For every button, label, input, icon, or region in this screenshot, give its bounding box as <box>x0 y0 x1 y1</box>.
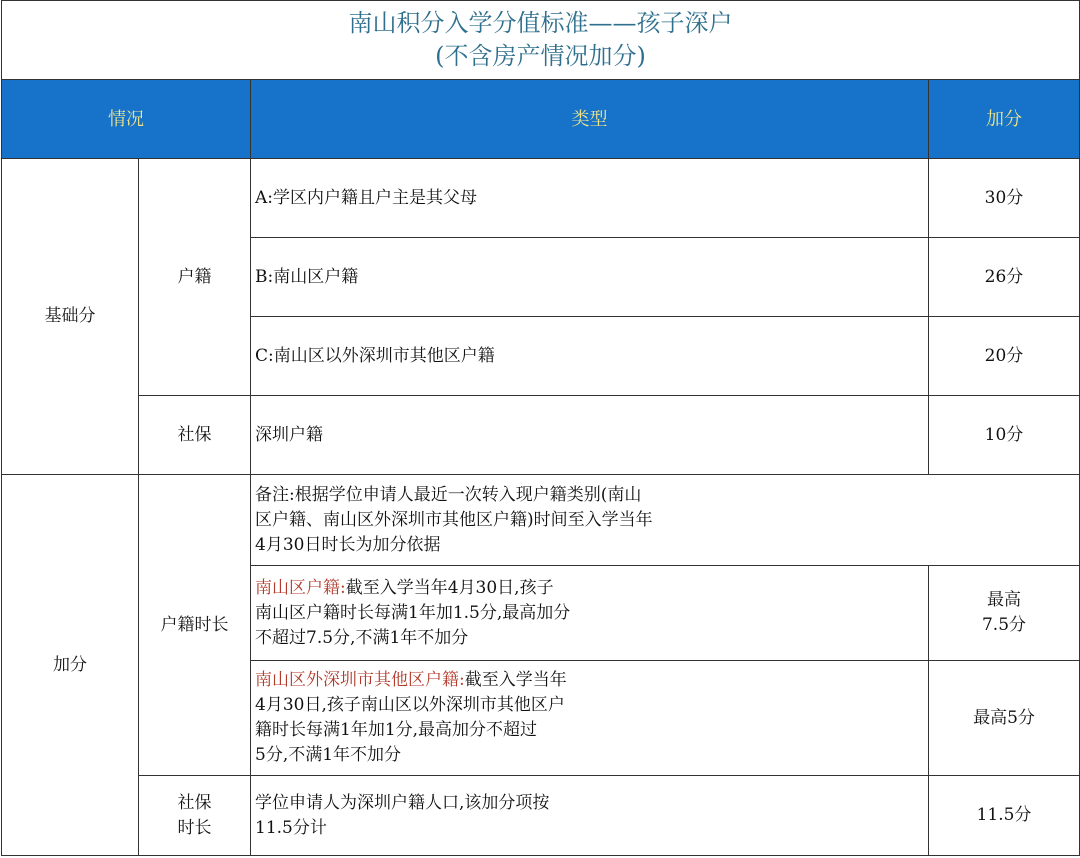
bonus-points-label: 加分 <box>2 475 139 856</box>
social-duration-label-line-1: 社保 <box>177 792 212 813</box>
table-row <box>2 776 1080 856</box>
hukou-duration-note <box>251 475 1080 566</box>
social-duration-line-1: 学位申请人为深圳户籍人口,该加分项按 <box>255 792 550 813</box>
nanshan-rule-prefix: 南山区户籍: <box>255 577 346 598</box>
nanshan-rule-line-2: 南山区户籍时长每满1年加1.5分,最高加分 <box>255 602 571 623</box>
note-line-2: 区户籍、南山区外深圳市其他区户籍)时间至入学当年 <box>255 509 653 530</box>
table-row <box>2 159 1080 238</box>
hukou-points-b: 26分 <box>929 238 1080 317</box>
other-rule-line-2: 4月30日,孩子南山区以外深圳市其他区户 <box>255 695 565 715</box>
social-points: 10分 <box>929 396 1080 475</box>
hukou-type-a: A:学区内户籍且户主是其父母 <box>251 159 929 238</box>
note-line-3: 4月30日时长为加分依据 <box>255 534 441 555</box>
note-line-1: 备注:根据学位申请人最近一次转入现户籍类别(南山 <box>255 484 642 505</box>
hukou-type-b: B:南山区户籍 <box>251 238 929 317</box>
hukou-label: 户籍 <box>139 159 251 396</box>
social-duration-points: 11.5分 <box>929 776 1080 856</box>
other-rule-line-3: 籍时长每满1年加1分,最高加分不超过 <box>255 720 538 740</box>
social-duration-label <box>139 776 251 856</box>
header-type: 类型 <box>251 80 929 159</box>
header-row <box>2 80 1080 159</box>
nanshan-hukou-points <box>929 566 1080 661</box>
table-row <box>2 475 1080 566</box>
base-points-label: 基础分 <box>2 159 139 475</box>
other-rule-prefix: 南山区外深圳市其他区户籍: <box>255 670 465 690</box>
points-table <box>1 0 1080 856</box>
title-line-2: (不含房产情况加分) <box>435 42 646 70</box>
table-row <box>2 396 1080 475</box>
social-duration-rule <box>251 776 929 856</box>
other-district-hukou-points: 最高5分 <box>929 661 1080 776</box>
header-situation: 情况 <box>2 80 251 159</box>
hukou-duration-label: 户籍时长 <box>139 475 251 776</box>
other-rule-line-1: 截至入学当年 <box>464 670 567 690</box>
hukou-points-c: 20分 <box>929 317 1080 396</box>
social-label: 社保 <box>139 396 251 475</box>
title-line-1: 南山积分入学分值标准——孩子深户 <box>348 9 733 37</box>
social-duration-line-2: 11.5分计 <box>255 817 327 838</box>
other-rule-line-4: 5分,不满1年不加分 <box>255 745 402 765</box>
header-points: 加分 <box>929 80 1080 159</box>
nanshan-points-line-1: 最高 <box>987 590 1021 610</box>
nanshan-points-line-2: 7.5分 <box>981 615 1027 635</box>
nanshan-hukou-rule <box>251 566 929 661</box>
table-title <box>2 1 1080 80</box>
social-duration-label-line-2: 时长 <box>177 817 212 838</box>
hukou-points-a: 30分 <box>929 159 1080 238</box>
nanshan-rule-line-1: 截至入学当年4月30日,孩子 <box>345 577 554 598</box>
hukou-type-c: C:南山区以外深圳市其他区户籍 <box>251 317 929 396</box>
nanshan-rule-line-3: 不超过7.5分,不满1年不加分 <box>255 627 469 648</box>
social-type: 深圳户籍 <box>251 396 929 475</box>
other-district-hukou-rule <box>251 661 929 776</box>
